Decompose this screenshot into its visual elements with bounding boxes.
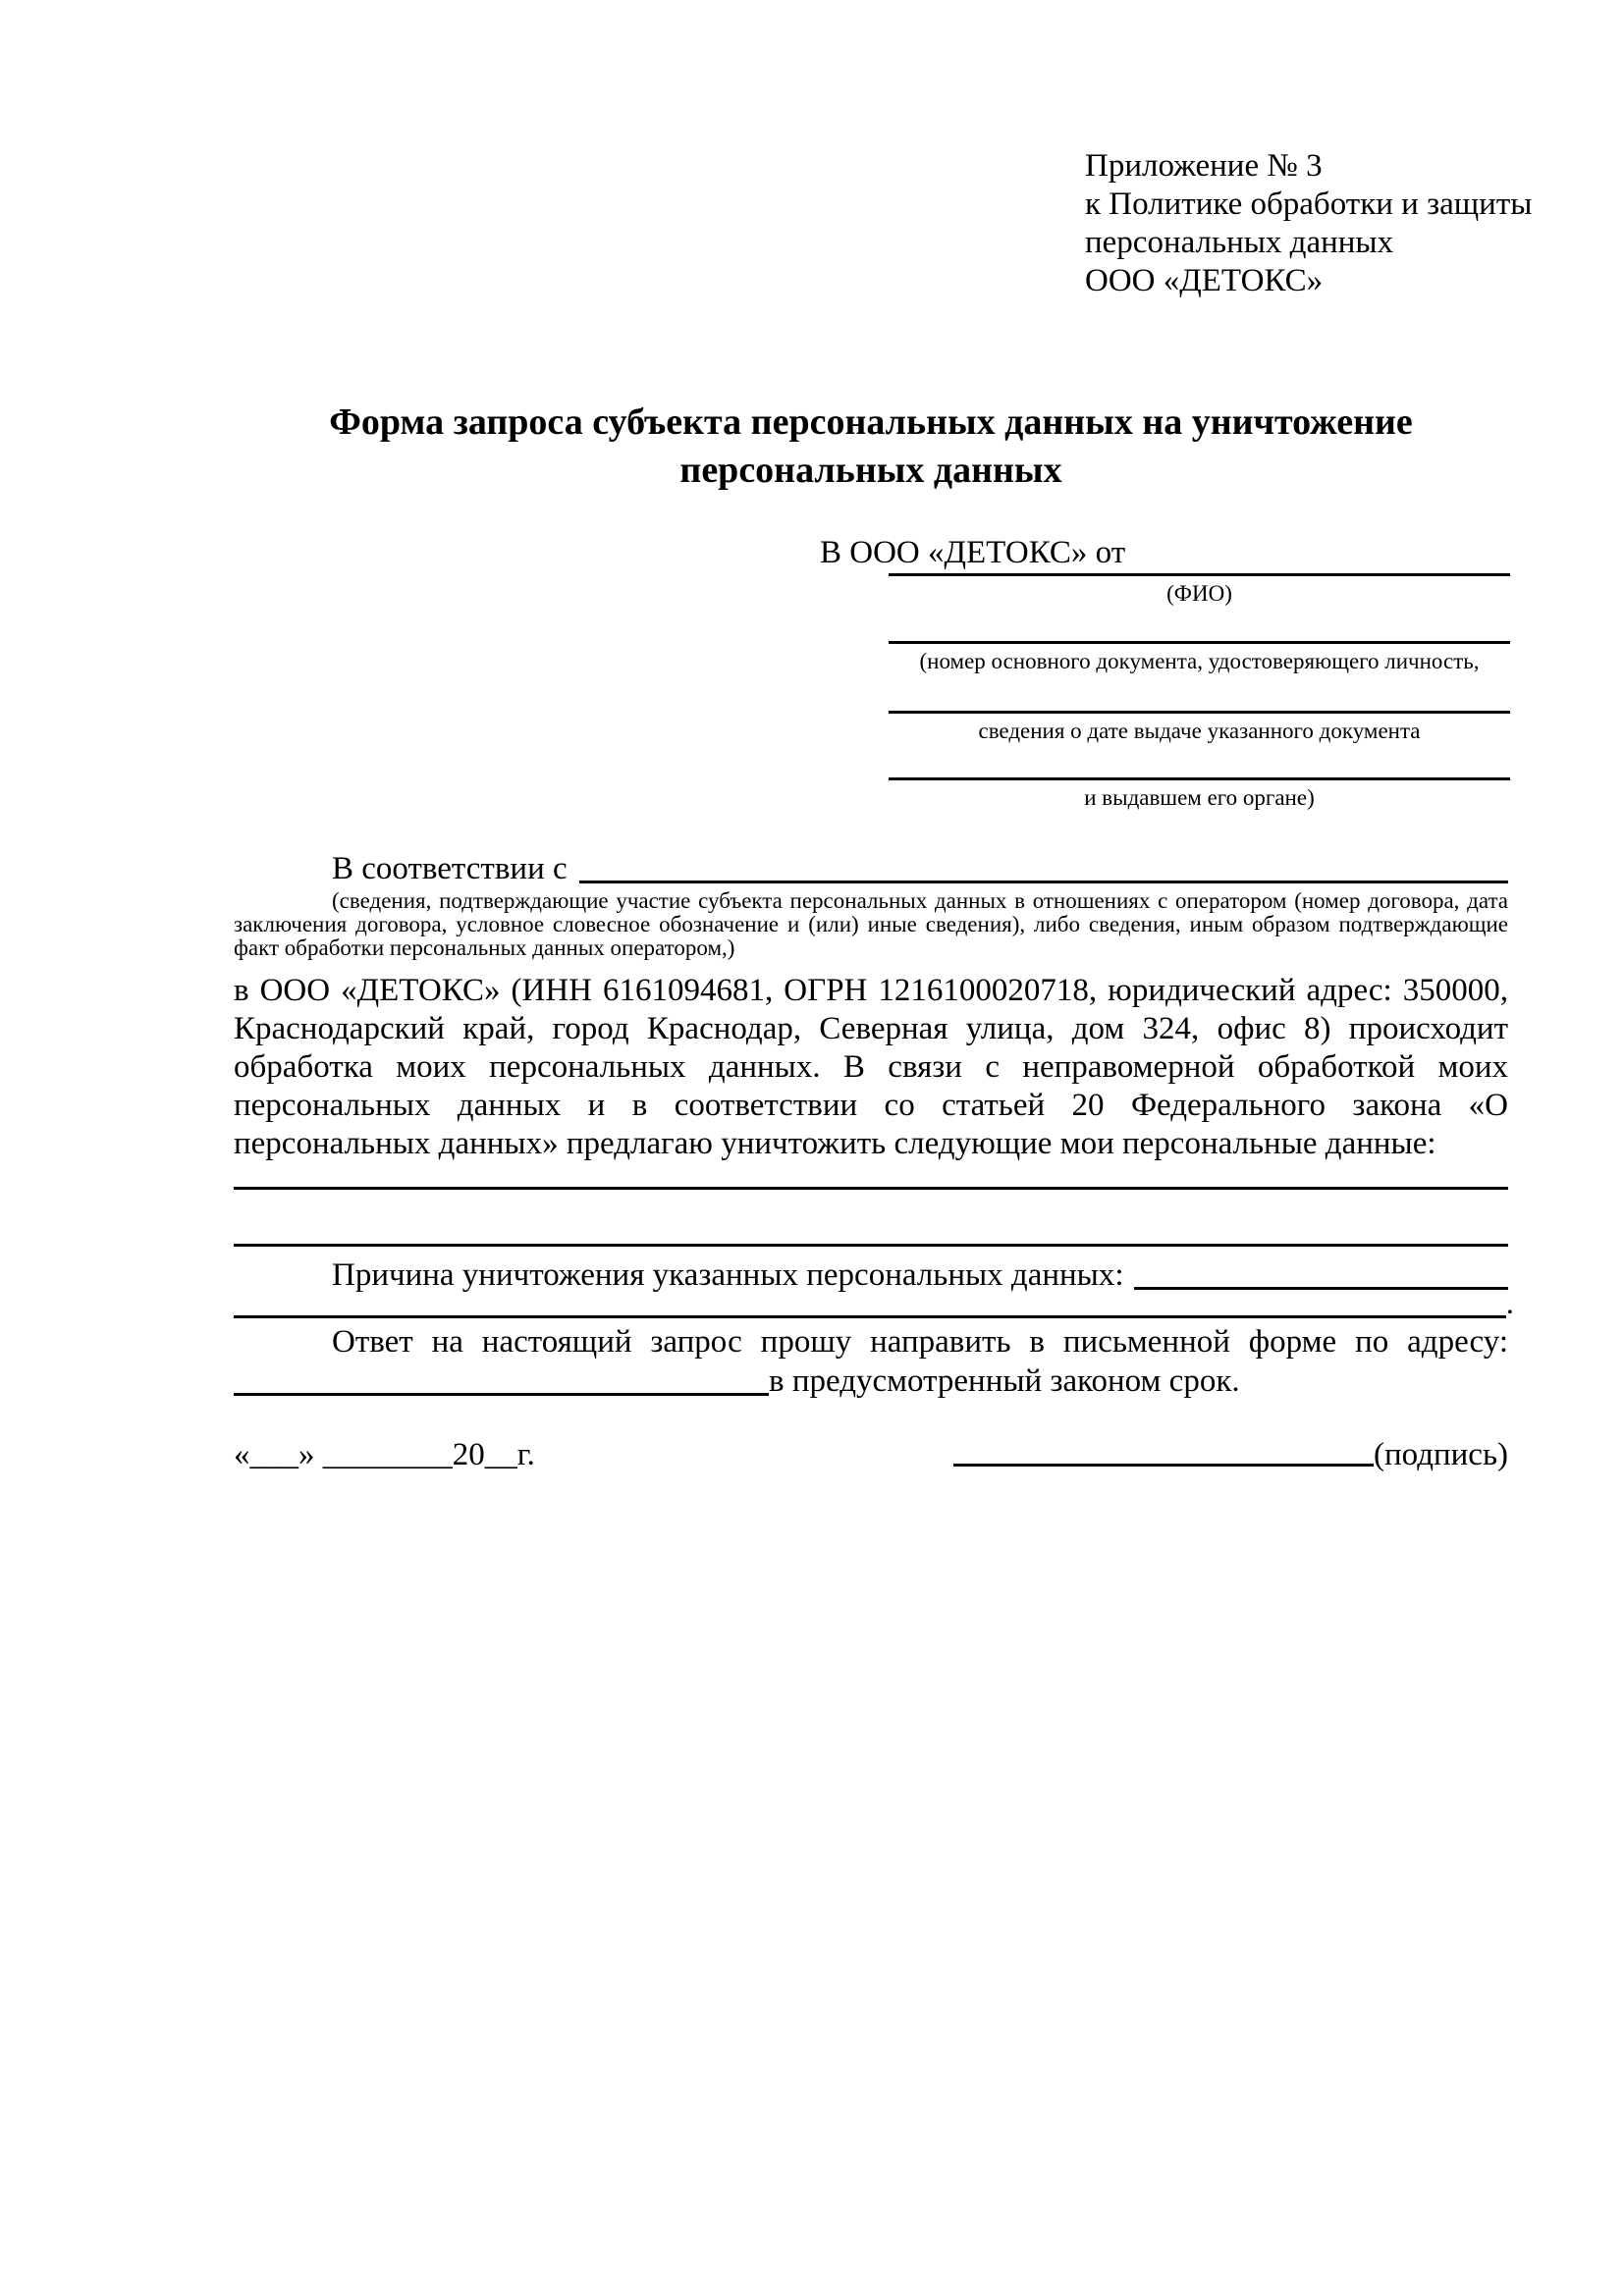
issue-date-caption: сведения о дате выдаче указанного документа <box>978 719 1421 743</box>
issue-date-field-row <box>889 711 1510 743</box>
document-number-field-line[interactable] <box>889 641 1510 644</box>
form-title-line2: персональных данных <box>679 450 1062 491</box>
form-title-line1: Форма запроса субъекта персональных данных на уничтожение <box>329 401 1413 443</box>
appendix-line-2: к Политике обработки и защиты <box>1085 187 1533 222</box>
appendix-line-1: Приложение № 3 <box>1085 148 1323 184</box>
signature-field-line[interactable] <box>953 1464 1374 1467</box>
fio-caption: (ФИО) <box>1166 581 1232 606</box>
signature-caption: (подпись) <box>1374 1437 1508 1472</box>
address-field-line[interactable] <box>234 1362 769 1396</box>
data-to-destroy-line-1[interactable] <box>234 1187 1508 1190</box>
date-blank[interactable]: «___» ________20__г. <box>234 1437 535 1472</box>
issuing-authority-caption: и выдавшем его органе) <box>1084 785 1315 810</box>
fio-field-row <box>889 573 1510 606</box>
response-term: в предусмотренный законом срок. <box>769 1363 1240 1399</box>
signature-group <box>953 1435 1508 1474</box>
accordance-row <box>234 849 1508 888</box>
reason-label: Причина уничтожения указанных персональных данных: <box>332 1257 1124 1293</box>
accordance-field-line[interactable] <box>579 849 1508 883</box>
trailing-period: . <box>1505 1286 1514 1321</box>
appendix-header <box>1085 147 1532 300</box>
response-address-row <box>234 1362 1508 1401</box>
form-title <box>234 399 1508 495</box>
fio-field-line[interactable] <box>889 573 1510 576</box>
response-request-paragraph: Ответ на настоящий запрос прошу направить в письменной форме по адресу: <box>332 1324 1508 1360</box>
issuing-authority-field-line[interactable] <box>889 777 1510 780</box>
document-number-caption: (номер основного документа, удостоверяющего личность, <box>919 649 1480 673</box>
reason-continuation-row <box>234 1284 1514 1323</box>
appendix-line-3: персональных данных <box>1085 225 1394 260</box>
appendix-line-4: ООО «ДЕТОКС» <box>1085 263 1324 298</box>
issue-date-field-line[interactable] <box>889 711 1510 714</box>
reason-field-line-2[interactable] <box>234 1284 1506 1318</box>
addressee-line: В ООО «ДЕТОКС» от <box>820 535 1126 570</box>
document-number-field-row <box>889 641 1510 673</box>
request-paragraph: в ООО «ДЕТОКС» (ИНН 6161094681, ОГРН 1216100020718, юридический адрес: 350000, Краснодарский край, город Краснодар, Северная улица, дом 324, офис 8) происходит обработка моих персональных данных. В связи с неправомерной обработкой моих персональных данных и в соответствии со статьей 20 Федерального закона «О персональных данных» предлагаю уничтожить следующие мои персональные данные: <box>234 973 1508 1161</box>
issuing-authority-field-row <box>889 777 1510 810</box>
accordance-explanation: (сведения, подтверждающие участие субъекта персональных данных в отношениях с оператором (номер договора, дата заключения договора, условное словесное обозначение и (или) иные сведения), либо сведения, иным образом подтверждающие факт обработки персональных данных оператором,) <box>234 888 1508 960</box>
date-signature-row <box>234 1435 1508 1474</box>
data-to-destroy-line-2[interactable] <box>234 1244 1508 1247</box>
accordance-label: В соответствии с <box>332 851 568 886</box>
